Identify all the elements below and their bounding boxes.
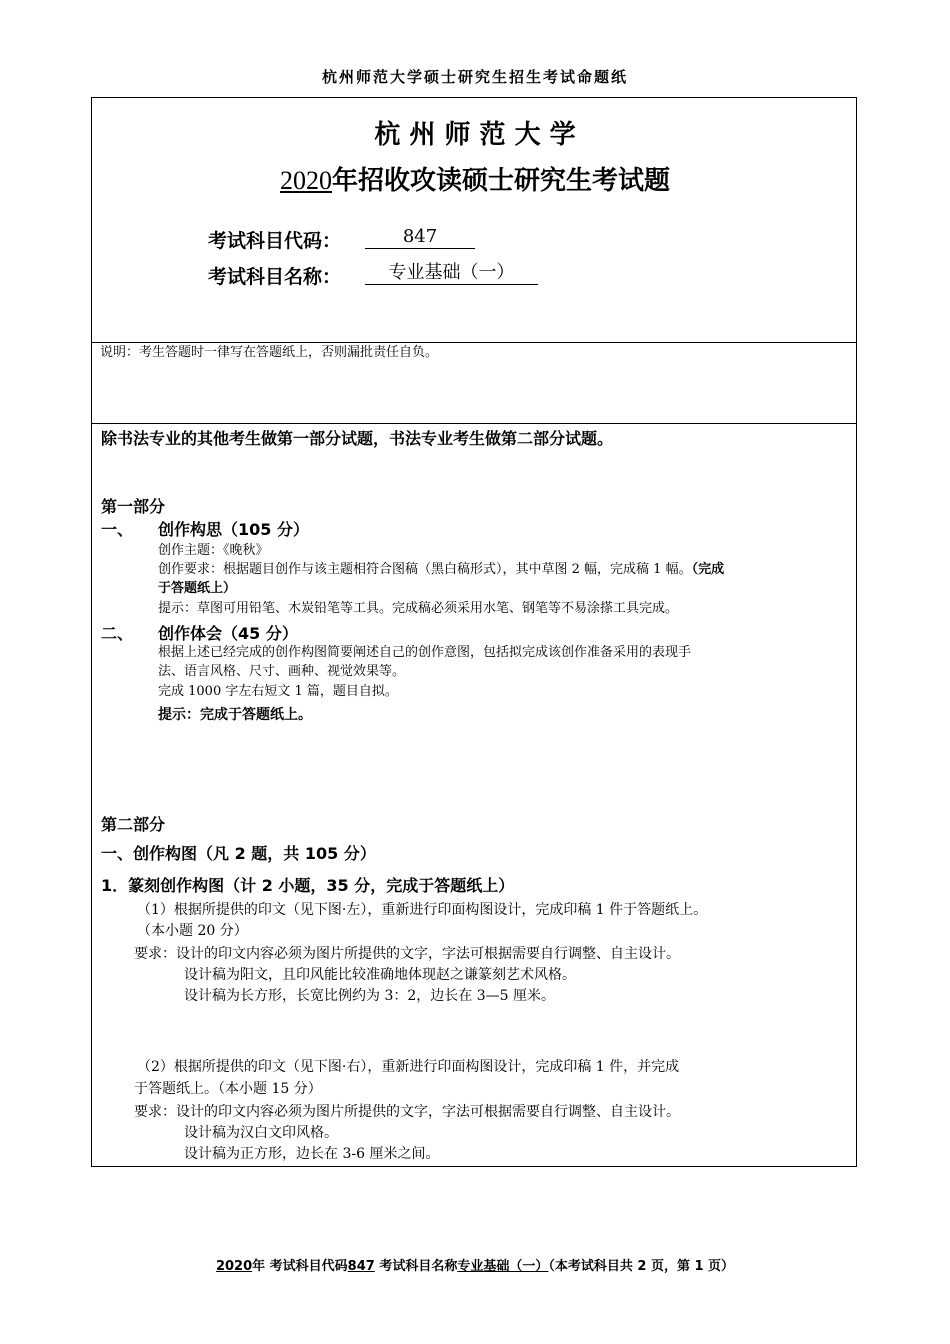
part1-q2-hint: 提示：完成于答题纸上。 xyxy=(158,707,312,723)
name-label: 考试科目名称： xyxy=(208,266,342,288)
footer-name: 专业基础（一） xyxy=(457,1259,549,1274)
part1-q2-number: 二、 xyxy=(101,624,134,643)
footer-code: 847 xyxy=(347,1259,375,1274)
part1-q1-requirement-cont: 于答题纸上） xyxy=(158,581,237,596)
instruction: 除书法专业的其他考生做第一部分试题，书法专业考生做第二部分试题。 xyxy=(101,429,614,448)
part1-q2-line1: 根据上述已经完成的创作构图简要阐述自己的创作意图，包括拟完成该创作准备采用的表现手 xyxy=(158,645,692,660)
footer-name-label: 考试科目名称 xyxy=(374,1259,458,1274)
note-text: 说明：考生答题时一律写在答题纸上，否则漏批责任自负。 xyxy=(100,345,439,360)
part1-q2-line3: 完成 1000 字左右短文 1 篇，题目自拟。 xyxy=(158,684,398,699)
part2-heading: 第二部分 xyxy=(101,815,166,834)
requirement-bold: （完成 xyxy=(691,562,725,577)
part1-q1-requirement xyxy=(158,561,724,579)
part2-q1-2-req3: 设计稿为正方形，边长在 3-6 厘米之间。 xyxy=(184,1146,440,1162)
part2-q1-1-score: （本小题 20 分） xyxy=(137,923,248,939)
footer-pages: （本考试科目共 2 页，第 1 页） xyxy=(548,1259,735,1274)
part2-q1-2-req2: 设计稿为汉白文印风格。 xyxy=(184,1125,338,1141)
page-header: 杭州师范大学硕士研究生招生考试命题纸 xyxy=(321,68,628,86)
part2-q1-title: 1．篆刻创作构图（计 2 小题，35 分，完成于答题纸上） xyxy=(101,876,515,895)
part1-q1-hint: 提示：草图可用铅笔、木炭铅笔等工具。完成稿必须采用水笔、钢笔等不易涂搽工具完成。 xyxy=(158,601,679,616)
code-value: 847 xyxy=(365,226,475,249)
part1-q2-title: 创作体会（45 分） xyxy=(158,624,298,643)
footer-year: 2020 xyxy=(215,1259,253,1274)
part1-q1-title: 创作构思（105 分） xyxy=(158,520,309,539)
part2-q1-1-req2: 设计稿为阳文，且印风能比较准确地体现赵之谦篆刻艺术风格。 xyxy=(184,967,576,983)
part2-q1-1-req1: 要求：设计的印文内容必须为图片所提供的文字，字法可根据需要自行调整、自主设计。 xyxy=(134,946,680,962)
part2-q1-2-line1: （2）根据所提供的印文（见下图·右），重新进行印面构图设计，完成印稿 1 件，并完成 xyxy=(137,1059,680,1075)
part1-q1-theme: 创作主题：《晚秋》 xyxy=(158,543,269,558)
exam-title xyxy=(0,160,950,197)
exam-year: 2020 xyxy=(279,166,332,195)
part2-q1-2-req1: 要求：设计的印文内容必须为图片所提供的文字，字法可根据需要自行调整、自主设计。 xyxy=(134,1104,680,1120)
part1-heading: 第一部分 xyxy=(101,497,166,516)
part2-q1-2-line2: 于答题纸上。（本小题 15 分） xyxy=(134,1081,322,1097)
requirement-text: 创作要求：根据题目创作与该主题相符合图稿（黑白稿形式），其中草图 2 幅，完成稿 1 幅。 xyxy=(158,562,692,577)
name-value: 专业基础（一） xyxy=(365,262,538,285)
code-label: 考试科目代码： xyxy=(208,230,342,252)
part2-q1-1-req3: 设计稿为长方形，长宽比例约为 3：2，边长在 3—5 厘米。 xyxy=(184,988,555,1004)
part2-q1-1-line1: （1）根据所提供的印文（见下图·左），重新进行印面构图设计，完成印稿 1 件于答题纸上。 xyxy=(137,902,708,918)
university-title: 杭 州 师 范 大 学 xyxy=(374,120,576,150)
page-footer xyxy=(0,1258,950,1276)
part2-section: 一、创作构图（凡 2 题，共 105 分） xyxy=(101,844,376,863)
footer-year-suffix: 年 考试科目代码 xyxy=(252,1259,348,1274)
part1-q2-line2: 法、语言风格、尺寸、画种、视觉效果等。 xyxy=(158,664,406,679)
exam-title-text: 年招收攻读硕士研究生考试题 xyxy=(331,166,670,196)
part1-q1-number: 一、 xyxy=(101,520,134,539)
